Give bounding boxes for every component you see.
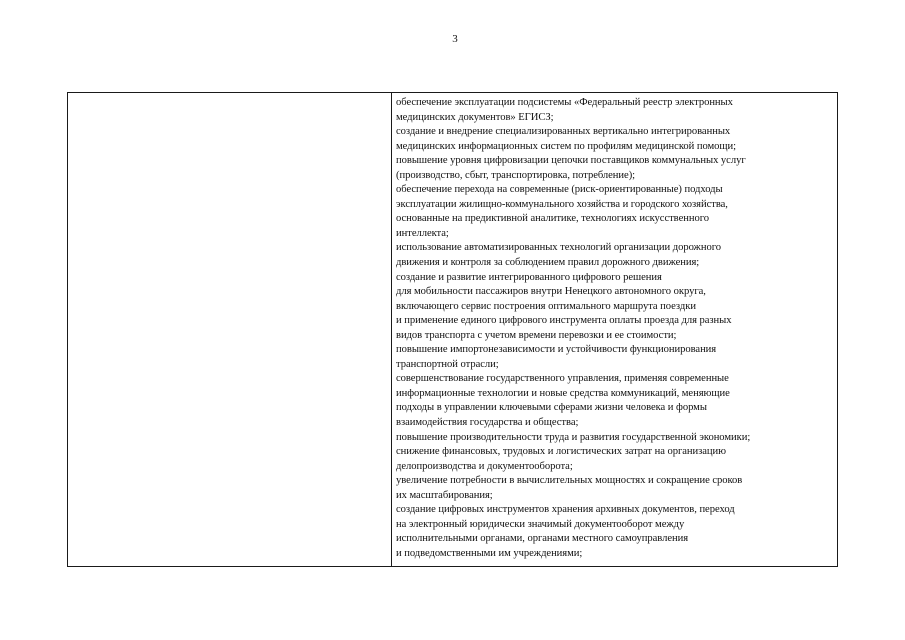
text-line: основанные на предиктивной аналитике, технологиях искусственного (396, 213, 709, 225)
text-line: и применение единого цифрового инструмента оплаты проезда для разных (396, 315, 732, 327)
text-line: создание и внедрение специализированных вертикально интегрированных (396, 126, 731, 138)
text-line: и подведомственными им учреждениями; (396, 547, 583, 559)
text-line: движения и контроля за соблюдением правил дорожного движения; (396, 257, 700, 269)
text-line: информационные технологии и новые средства коммуникаций, меняющие (396, 387, 730, 399)
text-line: видов транспорта с учетом времени перевозки и ее стоимости; (396, 329, 677, 341)
text-line: использование автоматизированных технологий организации дорожного (396, 242, 721, 254)
text-line: медицинских информационных систем по профилям медицинской помощи; (396, 140, 737, 152)
text-line: создание и развитие интегрированного цифрового решения (396, 271, 662, 283)
table-cell-right (396, 96, 837, 566)
text-line: делопроизводства и документооборота; (396, 460, 573, 472)
page-number: 3 (452, 33, 458, 45)
document-table (67, 92, 838, 567)
text-line: медицинских документов» ЕГИСЗ; (396, 111, 554, 123)
text-line: исполнительными органами, органами местного самоуправления (396, 533, 689, 545)
text-line: на электронный юридически значимый документооборот между (396, 518, 685, 530)
text-line: снижение финансовых, трудовых и логистических затрат на организацию (396, 446, 727, 458)
text-line: совершенствование государственного управления, применяя современные (396, 373, 729, 385)
text-line: подходы в управлении ключевыми сферами жизни человека и формы (396, 402, 707, 414)
table-cell-left (68, 93, 392, 566)
text-line: создание цифровых инструментов хранения архивных документов, переход (396, 504, 735, 516)
text-line: транспортной отрасли; (396, 358, 499, 370)
text-line: повышение импортонезависимости и устойчивости функционирования (396, 344, 717, 356)
text-line: взаимодействия государства и общества; (396, 417, 579, 429)
text-line: повышение производительности труда и развития государственной экономики; (396, 431, 751, 443)
text-line: включающего сервис построения оптимального маршрута поездки (396, 300, 696, 312)
text-line: для мобильности пассажиров внутри Ненецкого автономного округа, (396, 286, 706, 298)
text-line: обеспечение перехода на современные (риск-ориентированные) подходы (396, 184, 723, 196)
text-line: обеспечение эксплуатации подсистемы «Федеральный реестр электронных (396, 97, 733, 108)
text-line: увеличение потребности в вычислительных мощностях и сокращение сроков (396, 475, 743, 487)
text-line: эксплуатации жилищно-коммунального хозяйства и городского хозяйства, (396, 198, 728, 210)
text-line: повышение уровня цифровизации цепочки поставщиков коммунальных услуг (396, 155, 746, 167)
text-line: интеллекта; (396, 227, 449, 239)
text-line: их масштабирования; (396, 489, 493, 501)
text-line: (производство, сбыт, транспортировка, потребление); (396, 169, 636, 181)
